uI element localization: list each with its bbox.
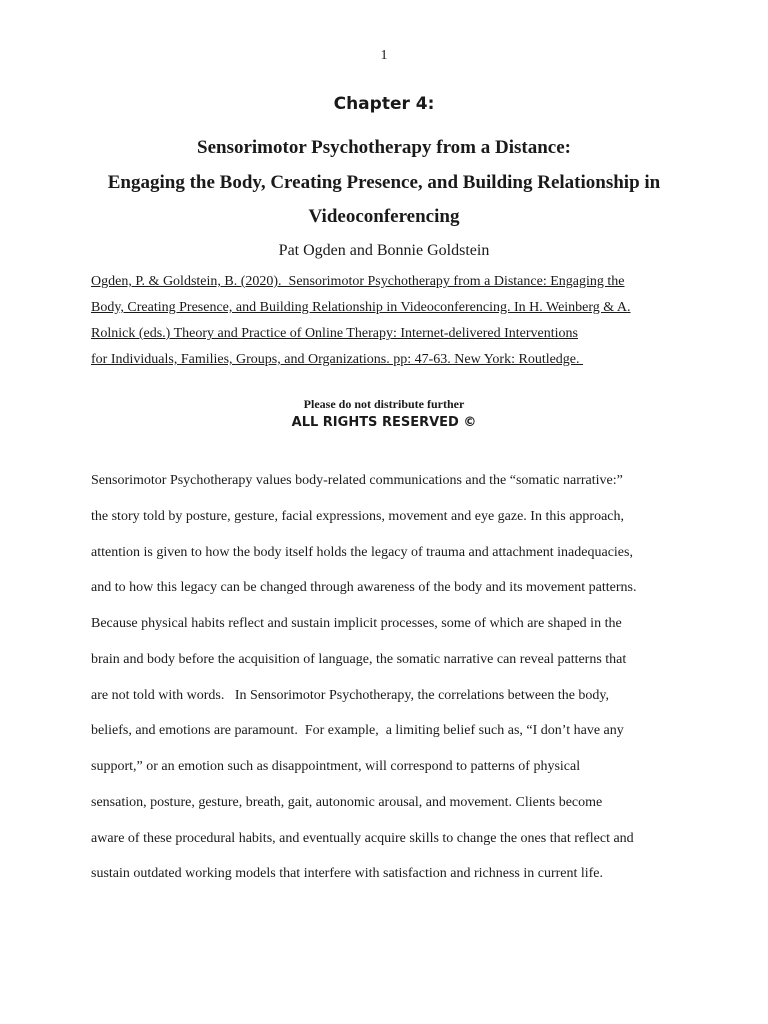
chapter-heading: Chapter 4: [333,94,435,114]
citation-line-2: Body, Creating Presence, and Building Relationship in Videoconferencing. In H. Weinberg & A. [91,300,631,315]
citation-line-3: Rolnick (eds.) Theory and Practice of Online Therapy: Internet-delivered Interventions [91,326,578,341]
body-line-5: Because physical habits reflect and sustain implicit processes, some of which are shaped in the [91,616,622,631]
body-line-11: aware of these procedural habits, and eventually acquire skills to change the ones that reflect and [91,831,634,846]
distribution-notice: Please do not distribute further [303,397,465,411]
body-line-3: attention is given to how the body itself holds the legacy of trauma and attachment inadequacies, [91,545,633,560]
body-line-1: Sensorimotor Psychotherapy values body-related communications and the “somatic narrative:” [91,473,623,488]
body-line-6: brain and body before the acquisition of language, the somatic narrative can reveal patterns that [91,652,627,667]
citation-line-4: for Individuals, Families, Groups, and Organizations. pp: 47-63. New York: Routledge. [91,352,584,367]
body-line-7: are not told with words. In Sensorimotor Psychotherapy, the correlations between the body, [91,688,610,703]
body-line-10: sensation, posture, gesture, breath, gait, autonomic arousal, and movement. Clients become [91,795,603,810]
title-line-2: Engaging the Body, Creating Presence, and Building Relationship in [107,172,661,193]
title-line-3: Videoconferencing [308,206,460,227]
body-line-4: and to how this legacy can be changed through awareness of the body and its movement patterns. [91,580,637,595]
page-number: 1 [380,48,388,63]
body-line-9: support,” or an emotion such as disappointment, will correspond to patterns of physical [91,759,581,774]
body-line-12: sustain outdated working models that interfere with satisfaction and richness in current life. [91,866,604,881]
body-line-8: beliefs, and emotions are paramount. For example, a limiting belief such as, “I don’t have any [91,723,624,738]
citation-line-1: Ogden, P. & Goldstein, B. (2020). Sensorimotor Psychotherapy from a Distance: Engaging the [91,274,625,289]
body-line-2: the story told by posture, gesture, facial expressions, movement and eye gaze. In this approach, [91,509,625,524]
title-line-1: Sensorimotor Psychotherapy from a Distance: [197,137,571,158]
rights-notice: ALL RIGHTS RESERVED © [291,415,477,430]
authors: Pat Ogden and Bonnie Goldstein [278,242,490,259]
